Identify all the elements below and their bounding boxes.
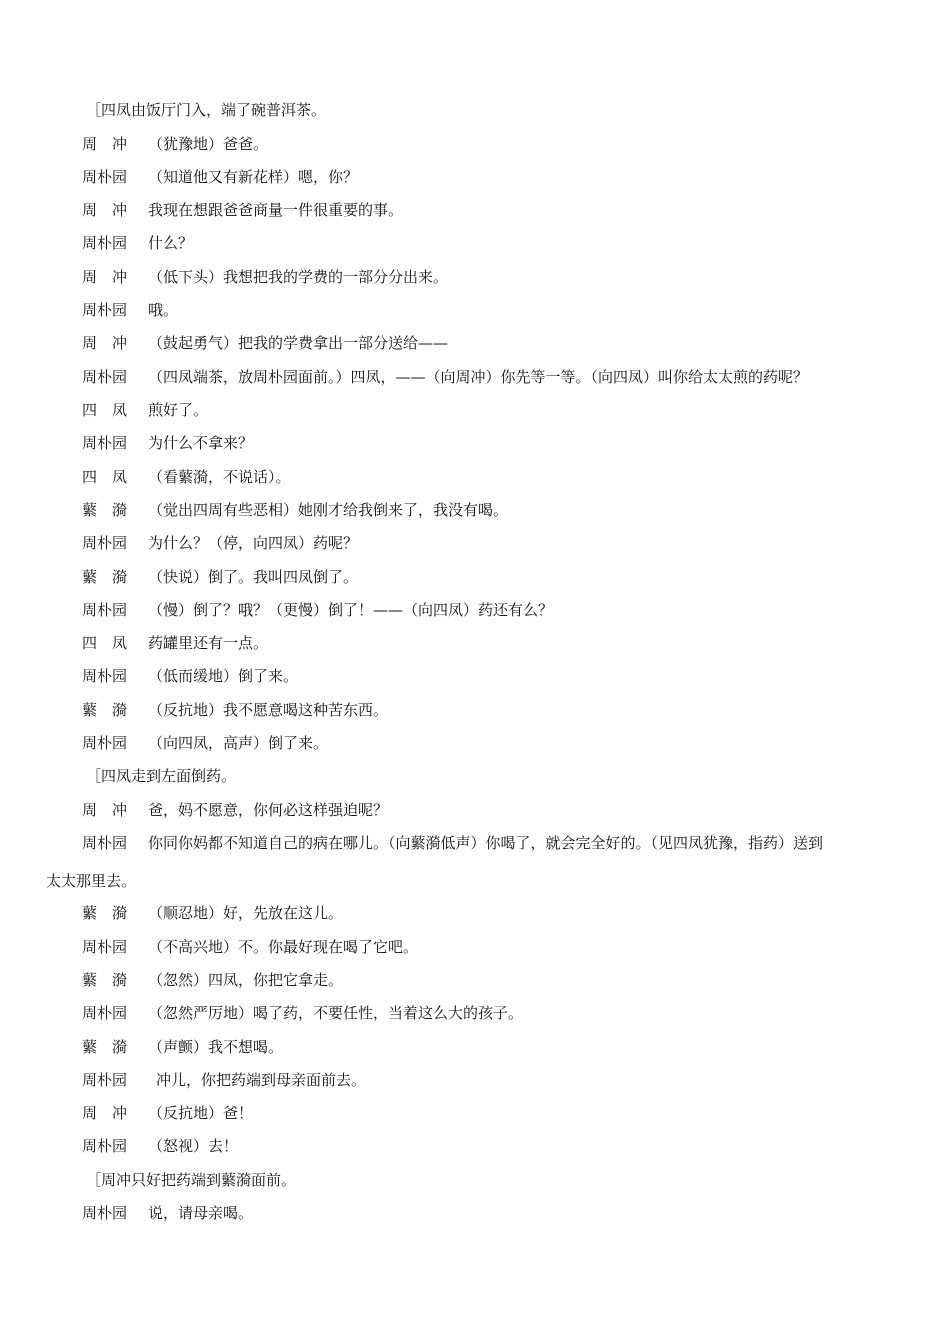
- dialogue-line: [82, 733, 910, 753]
- dialogue-text: （怒视）去！: [148, 1137, 239, 1155]
- dialogue-text: 药罐里还有一点。: [148, 634, 269, 652]
- dialogue-text: （声颤）我不想喝。: [148, 1038, 284, 1056]
- dialogue-line: [82, 633, 910, 653]
- dialogue-text: 哦。: [148, 301, 179, 319]
- dialogue-line: [82, 1136, 910, 1156]
- dialogue-text: 我现在想跟爸爸商量一件很重要的事。: [148, 201, 404, 219]
- dialogue-line: [82, 533, 910, 553]
- stage-direction: ［四凤由饭厅门入，端了碗普洱茶。: [86, 101, 327, 119]
- dialogue-line: [82, 567, 910, 587]
- speaker-name: 周朴园: [82, 1137, 128, 1155]
- dialogue-line: [82, 1003, 910, 1023]
- dialogue-line: [82, 134, 910, 154]
- speaker-name: 周朴园: [82, 234, 128, 252]
- stage-direction: ［周冲只好把药端到蘩漪面前。: [86, 1171, 297, 1189]
- dialogue-text: （知道他又有新花样）嗯，你？: [148, 168, 359, 186]
- speaker-name: 周朴园: [82, 168, 128, 186]
- speaker-name: 周 冲: [82, 1104, 128, 1122]
- dialogue-text: （慢）倒了？哦？（更慢）倒了！——（向四凤）药还有么？: [148, 601, 554, 619]
- speaker-name: 周 冲: [82, 801, 128, 819]
- dialogue-line: [82, 467, 910, 487]
- dialogue-line: [82, 600, 910, 620]
- dialogue-line: [82, 267, 910, 287]
- dialogue-text: （鼓起勇气）把我的学费拿出一部分送给——: [148, 334, 449, 352]
- speaker-name: 周朴园: [82, 938, 128, 956]
- speaker-name: 周朴园: [82, 1071, 128, 1089]
- dialogue-text: （觉出四周有些恶相）她刚才给我倒来了，我没有喝。: [148, 501, 509, 519]
- dialogue-text: 什么？: [148, 234, 194, 252]
- dialogue-line: [82, 1203, 910, 1223]
- speaker-name: 周 冲: [82, 135, 128, 153]
- speaker-name: 周朴园: [82, 534, 128, 552]
- dialogue-line: [82, 903, 910, 923]
- dialogue-text: （四凤端茶，放周朴园面前。）四凤，——（向周冲）你先等一等。（向四凤）叫你给太太煎的药呢？: [148, 368, 809, 386]
- speaker-name: 蘩 漪: [82, 971, 128, 989]
- dialogue-line: [82, 200, 910, 220]
- dialogue-text: （不高兴地）不。你最好现在喝了它吧。: [148, 938, 419, 956]
- dialogue-line: [82, 937, 910, 957]
- dialogue-text: 为什么不拿来？: [148, 434, 254, 452]
- dialogue-line: [82, 700, 910, 720]
- speaker-name: 周朴园: [82, 1204, 128, 1222]
- dialogue-text: （快说）倒了。我叫四凤倒了。: [148, 568, 359, 586]
- dialogue-text: （低下头）我想把我的学费的一部分分出来。: [148, 268, 449, 286]
- dialogue-line: [82, 433, 910, 453]
- speaker-name: 周 冲: [82, 334, 128, 352]
- dialogue-text: （犹豫地）爸爸。: [148, 135, 269, 153]
- dialogue-text: 冲儿，你把药端到母亲面前去。: [156, 1071, 367, 1089]
- dialogue-text: 爸，妈不愿意，你何必这样强迫呢？: [148, 801, 389, 819]
- speaker-name: 四 凤: [82, 468, 128, 486]
- speaker-name: 周朴园: [82, 434, 128, 452]
- dialogue-text: 你同你妈都不知道自己的病在哪儿。（向蘩漪低声）你喝了，就会完全好的。（见四凤犹豫，指药）送到: [148, 834, 824, 852]
- stage-direction: ［四凤走到左面倒药。: [86, 767, 237, 785]
- dialogue-line: [82, 367, 910, 387]
- dialogue-text: 说，请母亲喝。: [148, 1204, 254, 1222]
- dialogue-line: [82, 1103, 910, 1123]
- speaker-name: 蘩 漪: [82, 701, 128, 719]
- dialogue-text: 为什么？（停，向四凤）药呢？: [148, 534, 359, 552]
- speaker-name: 蘩 漪: [82, 1038, 128, 1056]
- speaker-name: 四 凤: [82, 401, 128, 419]
- dialogue-text: （顺忍地）好，先放在这儿。: [148, 904, 344, 922]
- speaker-name: 蘩 漪: [82, 501, 128, 519]
- dialogue-continuation: 太太那里去。: [46, 872, 137, 890]
- dialogue-line: [82, 167, 910, 187]
- dialogue-text: （低而缓地）倒了来。: [148, 667, 299, 685]
- dialogue-text: （忽然严厉地）喝了药，不要任性，当着这么大的孩子。: [148, 1004, 524, 1022]
- dialogue-line: [82, 500, 910, 520]
- dialogue-line: [82, 400, 910, 420]
- speaker-name: 周朴园: [82, 1004, 128, 1022]
- speaker-name: 周朴园: [82, 368, 128, 386]
- speaker-name: 周朴园: [82, 601, 128, 619]
- dialogue-line: [82, 833, 910, 853]
- dialogue-line: [82, 800, 910, 820]
- dialogue-text: 煎好了。: [148, 401, 209, 419]
- dialogue-line: [82, 970, 910, 990]
- dialogue-line: [82, 333, 910, 353]
- speaker-name: 周 冲: [82, 201, 128, 219]
- speaker-name: 周 冲: [82, 268, 128, 286]
- dialogue-text: （忽然）四凤，你把它拿走。: [148, 971, 344, 989]
- dialogue-text: （反抗地）我不愿意喝这种苦东西。: [148, 701, 389, 719]
- dialogue-line: [82, 1070, 910, 1090]
- speaker-name: 周朴园: [82, 667, 128, 685]
- dialogue-text: （看蘩漪，不说话）。: [148, 468, 291, 486]
- dialogue-line: [82, 300, 910, 320]
- speaker-name: 周朴园: [82, 834, 128, 852]
- dialogue-line: [82, 1037, 910, 1057]
- speaker-name: 周朴园: [82, 301, 128, 319]
- speaker-name: 四 凤: [82, 634, 128, 652]
- speaker-name: 蘩 漪: [82, 568, 128, 586]
- dialogue-line: [82, 233, 910, 253]
- dialogue-text: （反抗地）爸！: [148, 1104, 254, 1122]
- dialogue-line: [82, 666, 910, 686]
- speaker-name: 蘩 漪: [82, 904, 128, 922]
- speaker-name: 周朴园: [82, 734, 128, 752]
- dialogue-text: （向四凤，高声）倒了来。: [148, 734, 329, 752]
